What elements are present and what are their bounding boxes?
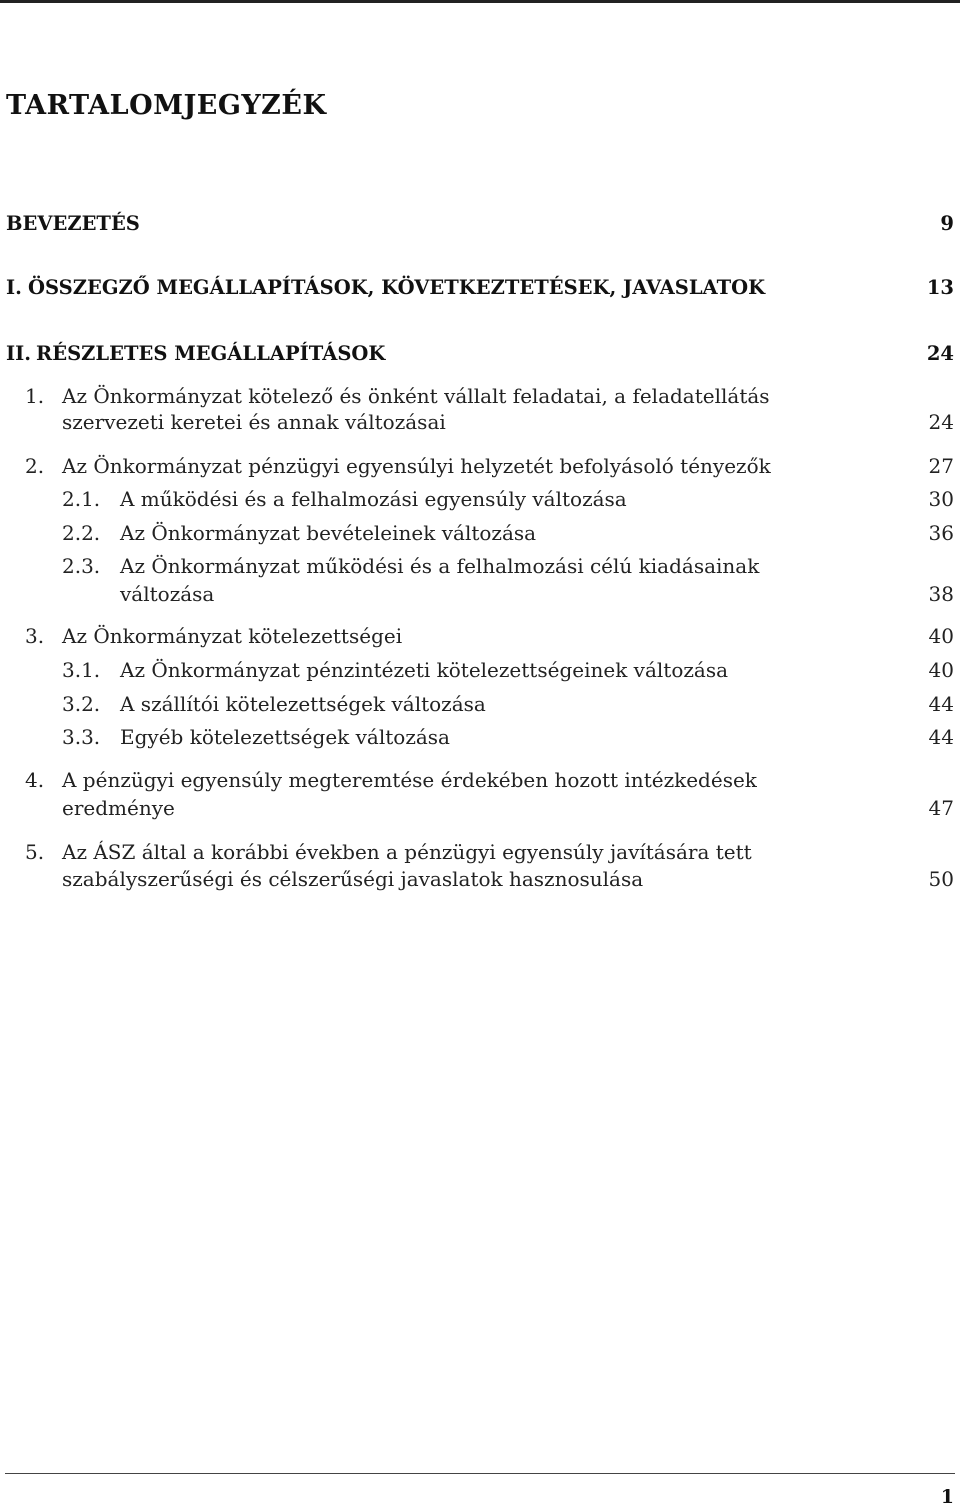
toc-entry-title-line: Egyéb kötelezettségek változása [120,725,450,749]
toc-entry-number: I. [6,276,22,299]
toc-entry-title [6,210,140,237]
page-title: TARTALOMJEGYZÉK [6,90,327,121]
toc-entry-page: 40 [928,624,954,648]
toc-entry-title-line: változása [120,582,215,606]
toc-entry-page: 24 [926,342,954,365]
toc-entry-page: 38 [928,582,954,606]
toc-entry-page: 13 [926,276,954,299]
toc-entry-title [62,623,402,650]
toc-entry-title-line: Az Önkormányzat pénzügyi egyensúlyi helyzetét befolyásoló tényezők [62,454,771,478]
toc-entry-title [120,486,627,513]
toc-entry-number: II. [6,342,32,365]
toc-entry-title-line: RÉSZLETES MEGÁLLAPÍTÁSOK [36,342,386,365]
toc-entry-title-line: Az ÁSZ által a korábbi években a pénzügyi egyensúly javítására tett [62,840,752,864]
footer-divider [5,1473,955,1474]
toc-entry-title-line: A pénzügyi egyensúly megteremtése érdekében hozott intézkedések [62,768,757,792]
toc-entry-title [62,383,770,436]
toc-entry-title-line: Az Önkormányzat működési és a felhalmozási célú kiadásainak [120,554,760,578]
toc-entry-title [120,520,536,547]
toc-entry-title-line: Az Önkormányzat pénzintézeti kötelezettségeinek változása [120,658,729,682]
top-border [0,0,960,3]
toc-entry-number: 3.1. [62,658,101,682]
toc-entry-title [120,553,759,608]
toc-entry-number: 4. [25,768,45,792]
toc-entry-title-line: BEVEZETÉS [6,212,140,235]
toc-entry-title [62,767,757,822]
toc-entry-title [36,340,385,367]
toc-entry-number: 3. [25,624,45,648]
toc-entry-title-line: Az Önkormányzat kötelező és önként vállalt feladatai, a feladatellátás [62,384,770,408]
toc-entry-page: 30 [928,487,954,511]
toc-entry-number: 2.2. [62,521,101,545]
toc-entry-title [120,724,450,751]
toc-entry-title [120,657,728,684]
toc-entry-page: 50 [928,867,954,891]
page-number: 1 [940,1486,954,1508]
toc-entry-title [62,839,752,893]
toc-entry-page: 44 [928,692,954,716]
toc-entry-title-line: szabályszerűségi és célszerűségi javaslatok hasznosulása [62,867,644,891]
toc-entry-page: 44 [928,725,954,749]
toc-entry-page: 40 [928,658,954,682]
toc-entry-page: 24 [928,410,954,434]
toc-entry-page: 47 [928,796,954,820]
toc-entry-number: 3.3. [62,725,101,749]
toc-entry-title-line: ÖSSZEGZŐ MEGÁLLAPÍTÁSOK, KÖVETKEZTETÉSEK, JAVASLATOK [28,276,766,299]
toc-entry-number: 2. [25,454,45,478]
toc-entry-title-line: Az Önkormányzat bevételeinek változása [120,521,537,545]
toc-entry-page: 27 [928,454,954,478]
toc-entry-number: 5. [25,840,45,864]
toc-entry-number: 1. [25,384,45,408]
toc-entry-title [120,691,486,718]
toc-entry-page: 9 [940,212,954,235]
toc-entry-number: 2.1. [62,487,101,511]
toc-entry-title [28,274,765,301]
toc-entry-page: 36 [928,521,954,545]
toc-entry-title [62,453,771,480]
toc-entry-title-line: A szállítói kötelezettségek változása [120,692,486,716]
toc-entry-number: 3.2. [62,692,101,716]
toc-entry-title-line: szervezeti keretei és annak változásai [62,410,446,434]
toc-entry-number: 2.3. [62,554,101,578]
toc-entry-title-line: Az Önkormányzat kötelezettségei [62,624,403,648]
toc-entry-title-line: eredménye [62,796,175,820]
toc-entry-title-line: A működési és a felhalmozási egyensúly változása [120,487,627,511]
